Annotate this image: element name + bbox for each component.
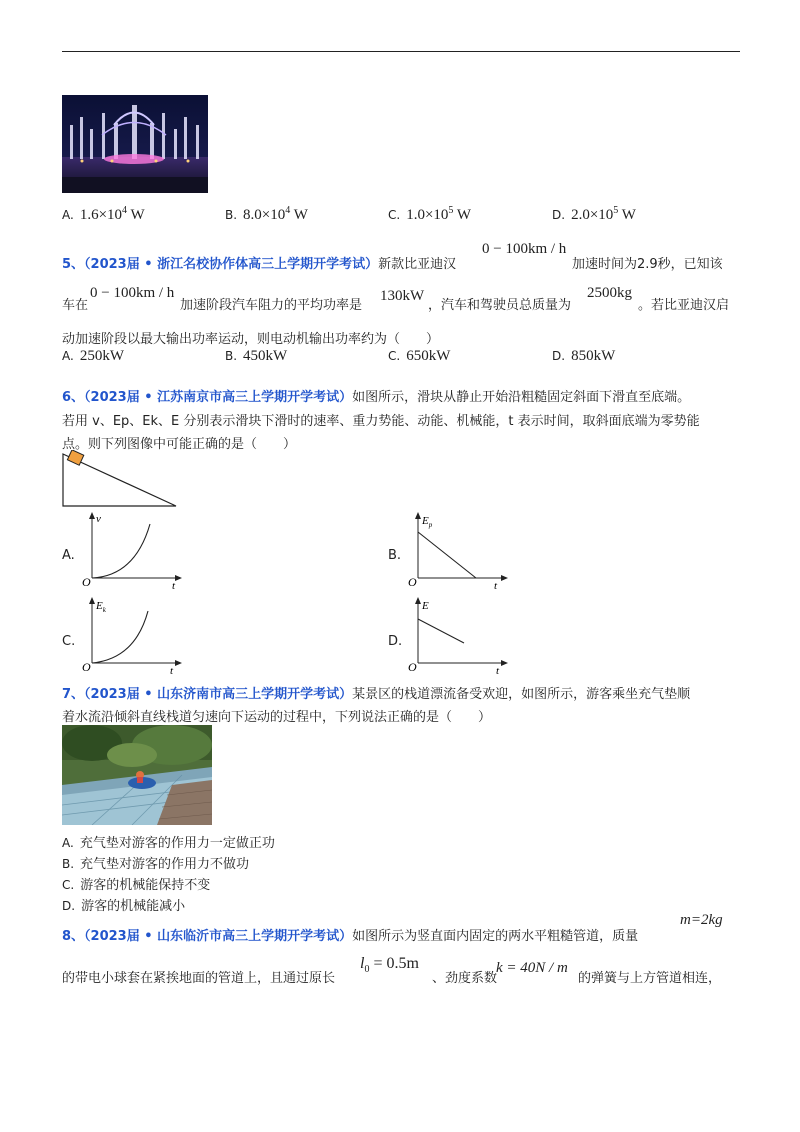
q6-number: 6、 <box>62 390 85 405</box>
svg-text:Ep: $E_p$ <box>422 515 433 529</box>
q8-number: 8、 <box>62 929 85 944</box>
q7-option-b[interactable]: B. 充气垫对游客的作用力不做功 <box>62 857 250 872</box>
rafting-photo <box>62 725 212 825</box>
q6-graph-a-label[interactable]: A. <box>62 548 75 563</box>
q7-option-d[interactable]: D. 游客的机械能减小 <box>62 899 186 914</box>
q5-line-1b: 加速时间为2.9秒，已知该 <box>572 257 723 272</box>
q6-graph-d <box>406 595 516 675</box>
q6-graph-c-label[interactable]: C. <box>62 634 76 649</box>
q6-graph-b <box>406 510 516 590</box>
q5-line-1: 5、（2023届 • 浙江名校协作体高三上学期开学考试）新款比亚迪汉 <box>62 257 457 272</box>
q8-line-2a: 的带电小球套在紧挨地面的管道上，且通过原长 <box>62 971 336 986</box>
q7-source: （2023届 • 山东济南市高三上学期开学考试） <box>84 687 353 702</box>
q5-option-a[interactable]: A. 250kW <box>62 348 124 364</box>
q5-mass: 2500kg <box>587 285 632 301</box>
q5-power: 130kW <box>380 288 425 304</box>
q8-line-2c: 的弹簧与上方管道相连， <box>578 971 722 986</box>
q4-option-b[interactable]: B. $8.0\times 10^4$ W <box>225 205 308 223</box>
q5-number: 5、 <box>62 257 85 272</box>
svg-text:O: O <box>408 660 417 674</box>
svg-text:t: t <box>494 580 498 590</box>
svg-text:t: t <box>170 665 174 675</box>
q4-option-a[interactable]: A. $1.6\times 10^4$ W <box>62 205 145 223</box>
q5-line-2c: ，汽车和驾驶员总质量为 <box>428 298 572 313</box>
q7-option-a[interactable]: A. 充气垫对游客的作用力一定做正功 <box>62 836 275 851</box>
q6-graph-c <box>80 595 190 675</box>
svg-text:t: t <box>496 665 500 675</box>
q4-option-c[interactable]: C. $1.0\times 10^5$ W <box>388 205 472 223</box>
q4-option-d[interactable]: D. $2.0\times 10^5$ W <box>552 205 636 223</box>
q7-line-1: 7、（2023届 • 山东济南市高三上学期开学考试）某景区的栈道漂流备受欢迎，如图所示，游客乘坐充气垫顺 <box>62 687 691 702</box>
q6-graph-d-label[interactable]: D. <box>388 634 403 649</box>
q5-option-b[interactable]: B. 450kW <box>225 348 288 364</box>
q7-line-2: 着水流沿倾斜直线栈道匀速向下运动的过程中，下列说法正确的是（ ） <box>62 710 492 725</box>
q6-line-2: 若用 v、Ep、Ek、E 分别表示滑块下滑时的速率、重力势能、动能、机械能，t 表示时间，取斜面底端为零势能 <box>62 414 700 429</box>
svg-text:O: O <box>82 575 91 589</box>
q7-number: 7、 <box>62 687 85 702</box>
q6-graph-a <box>80 510 190 590</box>
q6-graph-b-label[interactable]: B. <box>388 548 402 563</box>
graph-a-yaxis-label: v <box>96 513 101 525</box>
q5-speed-1: 0 − 100km / h <box>482 241 567 257</box>
svg-text:E: E <box>422 600 429 612</box>
q5-line-3: 动加速阶段以最大输出功率运动，则电动机输出功率约为（ ） <box>62 332 440 347</box>
incline-figure <box>60 450 180 510</box>
q7-option-c[interactable]: C. 游客的机械能保持不变 <box>62 878 211 893</box>
svg-text:O: O <box>408 575 417 589</box>
q6-line-1: 6、（2023届 • 江苏南京市高三上学期开学考试）如图所示，滑块从静止开始沿粗糙固定斜面下滑直至底端。 <box>62 390 691 405</box>
q5-option-d[interactable]: D. 850kW <box>552 348 616 364</box>
q5-source: （2023届 • 浙江名校协作体高三上学期开学考试） <box>84 257 379 272</box>
q8-mass: m=2kg <box>680 912 723 928</box>
q6-source: （2023届 • 江苏南京市高三上学期开学考试） <box>84 390 353 405</box>
fountain-photo <box>62 95 208 193</box>
q5-line-2b: 加速阶段汽车阻力的平均功率是 <box>180 298 363 313</box>
q5-speed-2: 0 − 100km / h <box>90 285 175 301</box>
q8-source: （2023届 • 山东临沂市高三上学期开学考试） <box>84 929 353 944</box>
svg-text:O: O <box>82 660 91 674</box>
q5-option-c[interactable]: C. 650kW <box>388 348 451 364</box>
header-rule <box>62 51 740 52</box>
svg-text:Ek: $E_k$ <box>96 600 106 614</box>
svg-text:t: t <box>172 580 176 590</box>
q6-line-3: 点。则下列图像中可能正确的是（ ） <box>62 437 297 452</box>
q8-spring-constant: k = 40N / m <box>496 960 568 976</box>
q8-line-2b: 、劲度系数 <box>432 971 498 986</box>
q8-length: $l_0 = 0.5m$ <box>360 955 419 976</box>
q5-line-2d: 。若比亚迪汉启 <box>638 298 730 313</box>
q8-line-1: 8、（2023届 • 山东临沂市高三上学期开学考试）如图所示为竖直面内固定的两水平粗糙管道，质量 <box>62 929 639 944</box>
q5-line-2a: 车在 <box>62 298 89 313</box>
